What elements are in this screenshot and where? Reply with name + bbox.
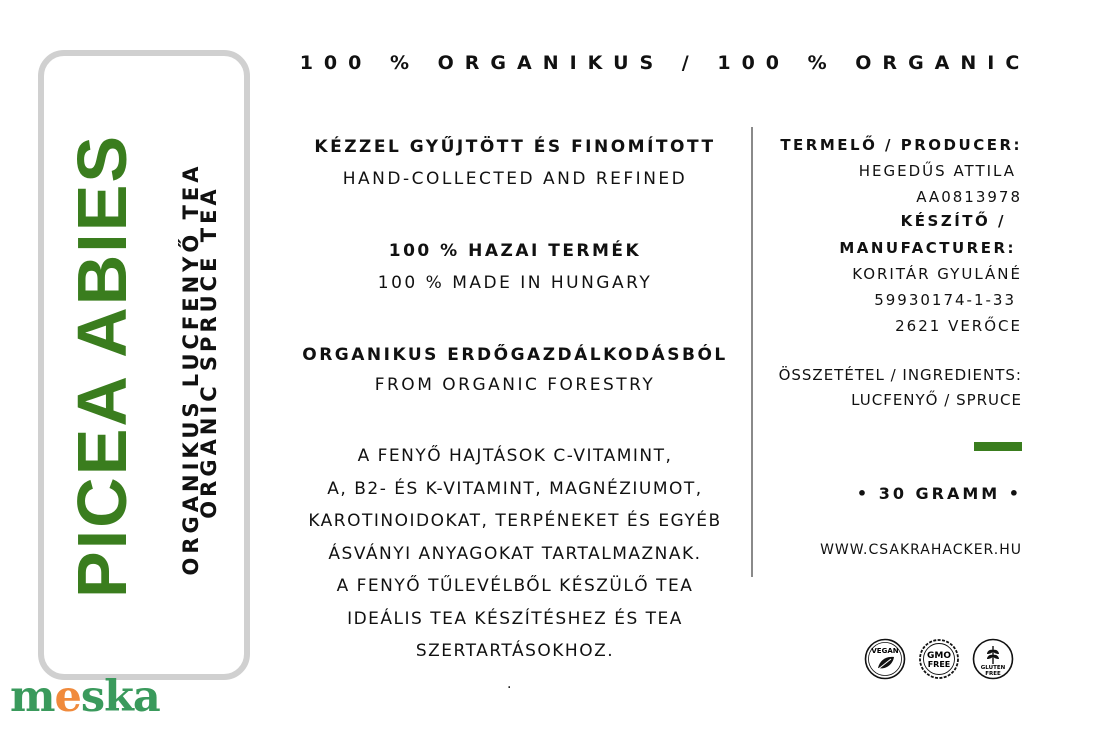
vegan-text: VEGAN [871, 647, 899, 655]
vertical-divider [751, 127, 753, 577]
gluten-free-wheat-icon [972, 638, 1014, 680]
description-line: ÁSVÁNYI ANYAGOKAT TARTALMAZNAK. [328, 543, 702, 564]
claim-1-en: HAND-COLLECTED AND REFINED [342, 169, 688, 189]
description-line: A, B2- ÉS K-VITAMINT, MAGNÉZIUMOT, [327, 478, 703, 499]
ingredients-heading: ÖSSZETÉTEL / INGREDIENTS: [778, 366, 1022, 384]
description [270, 440, 760, 668]
manufacturer-id: 59930174-1-33 [874, 291, 1016, 309]
producer-heading: TERMELŐ / PRODUCER: [780, 136, 1022, 154]
meska-logo: meska [10, 672, 160, 722]
producer-name: HEGEDŰS ATTILA [858, 162, 1016, 180]
description-line: A FENYŐ HAJTÁSOK C-VITAMINT, [357, 446, 673, 466]
description-line: IDEÁLIS TEA KÉSZÍTÉSHEZ ÉS TEA [347, 608, 683, 629]
trailing-dot: . [507, 676, 512, 692]
subtitle-hungarian: ORGANIKUS LUCFENYŐ TEA [179, 162, 203, 576]
website-link: WWW.CSAKRAHACKER.HU [820, 542, 1022, 558]
ingredients-value: LUCFENYŐ / SPRUCE [851, 391, 1022, 409]
description-line: A FENYŐ TŰLEVÉLBŐL KÉSZÜLŐ TEA [336, 576, 694, 596]
description-line: KAROTINOIDOKAT, TERPÉNEKET ÉS EGYÉB [308, 511, 722, 531]
manufacturer-name: KORITÁR GYULÁNÉ [852, 265, 1022, 283]
claim-1-hu: KÉZZEL GYŰJTÖTT ÉS FINOMÍTOTT [314, 137, 716, 157]
producer-id: AA0813978 [916, 188, 1022, 206]
gmo-text: GMO [927, 651, 951, 661]
claim-2-hu: 100 % HAZAI TERMÉK [388, 241, 642, 261]
manufacturer-heading-1: KÉSZÍTŐ / [900, 212, 1006, 230]
manufacturer-heading-2: MANUFACTURER: [839, 239, 1016, 257]
gmo-free-seal-icon [918, 638, 960, 680]
claim-2-en: 100 % MADE IN HUNGARY [377, 273, 653, 293]
vegan-leaf-icon [864, 638, 906, 680]
latin-name: PICEA ABIES [63, 133, 141, 598]
accent-bar [974, 442, 1022, 451]
description-line: SZERTARTÁSOKHOZ. [415, 641, 615, 661]
claim-3-hu: ORGANIKUS ERDŐGAZDÁLKODÁSBÓL [302, 345, 728, 365]
organic-banner: 100 % ORGANIKUS / 100 % ORGANIC [299, 52, 1031, 74]
gluten-free-text: FREE [985, 671, 1001, 677]
manufacturer-address: 2621 VERŐCE [895, 317, 1022, 335]
gluten-text: GLUTEN [980, 665, 1006, 671]
gmo-free-text: FREE [927, 660, 951, 669]
weight-label: • 30 GRAMM • [856, 484, 1022, 503]
subtitle-english: ORGANIC SPRUCE TEA [197, 185, 221, 519]
claim-3-en: FROM ORGANIC FORESTRY [374, 375, 656, 395]
